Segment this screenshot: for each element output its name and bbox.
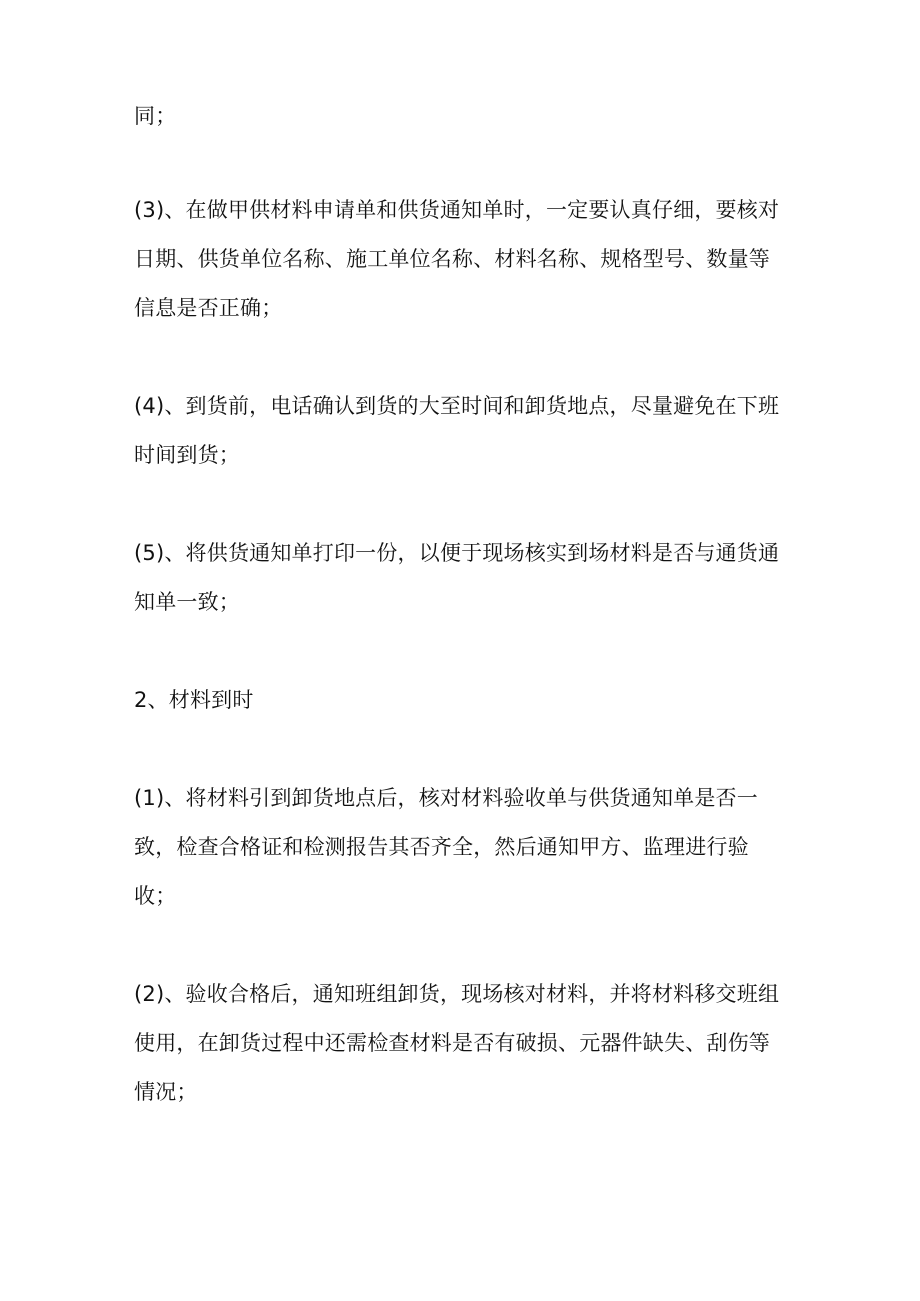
paragraph-item-5-line-1: (5)、将供货通知单打印一份，以便于现场核实到场材料是否与通货通 <box>134 541 780 565</box>
paragraph-item-3-line-2: 日期、供货单位名称、施工单位名称、材料名称、规格型号、数量等 <box>134 247 770 271</box>
paragraph-item-1-line-2: 致，检查合格证和检测报告其否齐全，然后通知甲方、监理进行验 <box>134 835 749 859</box>
paragraph-item-4-line-2: 时间到货； <box>134 443 240 467</box>
paragraph-item-2-line-2: 使用，在卸货过程中还需检查材料是否有破损、元器件缺失、刮伤等 <box>134 1031 770 1055</box>
paragraph-item-2-line-1: (2)、验收合格后，通知班组卸货，现场核对材料，并将材料移交班组 <box>134 982 780 1006</box>
paragraph-item-3-line-3: 信息是否正确； <box>134 296 283 320</box>
section-heading-2: 2、材料到时 <box>134 688 254 712</box>
paragraph-item-3-line-1: (3)、在做甲供材料申请单和供货通知单时，一定要认真仔细，要核对 <box>134 198 780 222</box>
paragraph-item-4-line-1: (4)、到货前，电话确认到货的大至时间和卸货地点，尽量避免在下班 <box>134 394 780 418</box>
paragraph-continuation-line-1: 同； <box>134 104 177 128</box>
paragraph-item-2-line-3: 情况； <box>134 1080 198 1104</box>
paragraph-item-5-line-2: 知单一致； <box>134 590 240 614</box>
paragraph-item-1-line-3: 收； <box>134 884 177 908</box>
paragraph-item-1-line-1: (1)、将材料引到卸货地点后，核对材料验收单与供货通知单是否一 <box>134 786 758 810</box>
